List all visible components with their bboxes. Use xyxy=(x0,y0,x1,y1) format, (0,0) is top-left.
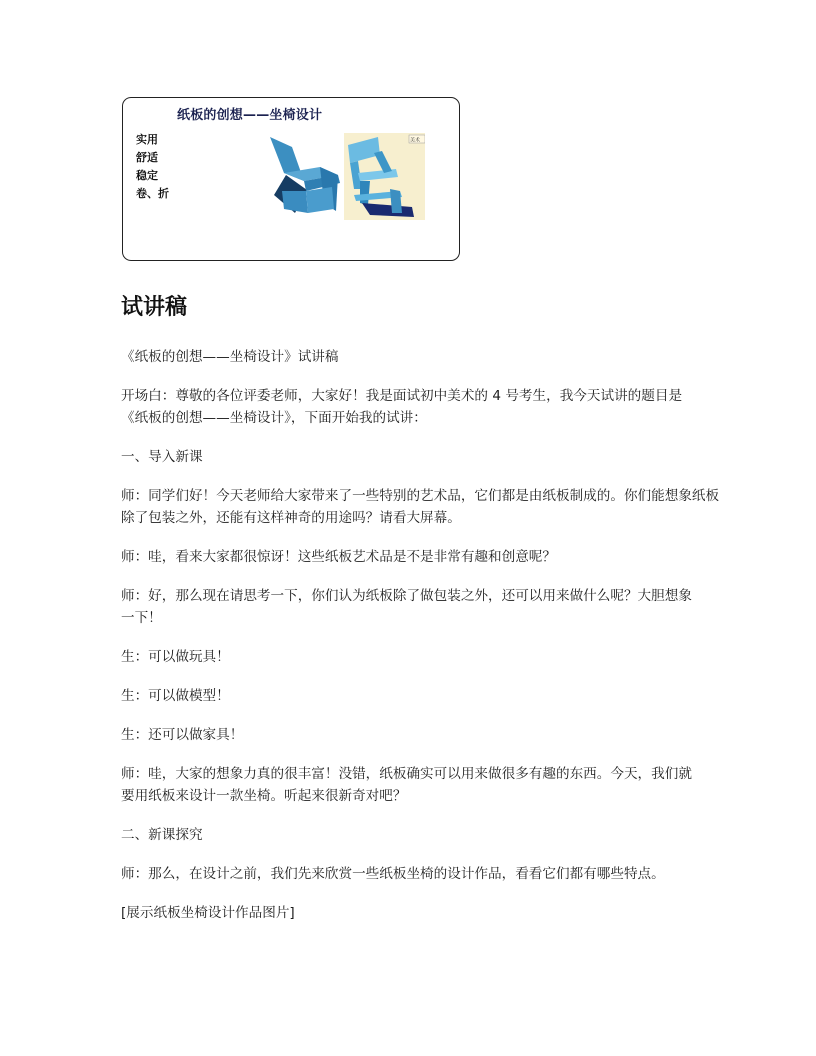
slide-feature-list xyxy=(136,131,169,203)
paragraph: 生：还可以做家具！ xyxy=(121,727,244,743)
slide-feature-item: 稳定 xyxy=(136,169,158,182)
paragraph: 生：可以做玩具！ xyxy=(121,649,230,665)
paragraph: 开场白：尊敬的各位评委老师，大家好！我是面试初中美术的 4 号考生，我今天试讲的题目是《纸板的创想——坐椅设计》，下面开始我的试讲： xyxy=(121,388,683,426)
slide-feature-item: 卷、折 xyxy=(136,187,169,200)
paragraph: 生：可以做模型！ xyxy=(121,688,230,704)
section-heading: 二、新课探究 xyxy=(121,827,203,843)
section-heading: 一、导入新课 xyxy=(121,449,203,465)
paragraph: 师：好，那么现在请思考一下，你们认为纸板除了做包装之外，还可以用来做什么呢？大胆想象一下！ xyxy=(121,588,692,626)
slide-title: 纸板的创想——坐椅设计 xyxy=(177,108,323,123)
paragraph: 师：哇，看来大家都很惊讶！这些纸板艺术品是不是非常有趣和创意呢？ xyxy=(121,549,556,565)
slide-thumbnail xyxy=(122,97,460,261)
cardboard-chairs-image xyxy=(262,133,425,220)
image-badge: 美术 xyxy=(410,137,421,144)
slide-feature-item: 实用 xyxy=(136,133,158,146)
paragraph: 《纸板的创想——坐椅设计》试讲稿 xyxy=(121,349,339,365)
document-title: 试讲稿 xyxy=(121,295,188,320)
paragraph: 师：那么，在设计之前，我们先来欣赏一些纸板坐椅的设计作品，看看它们都有哪些特点。 xyxy=(121,866,665,882)
document-body xyxy=(121,346,721,941)
paragraph: 师：哇，大家的想象力真的很丰富！没错，纸板确实可以用来做很多有趣的东西。今天，我们就要用纸板来设计一款坐椅。听起来很新奇对吧？ xyxy=(121,766,692,804)
paragraph: 师：同学们好！今天老师给大家带来了一些特别的艺术品，它们都是由纸板制成的。你们能想象纸板除了包装之外，还能有这样神奇的用途吗？请看大屏幕。 xyxy=(121,488,720,526)
slide-feature-item: 舒适 xyxy=(136,151,158,164)
paragraph: [展示纸板坐椅设计作品图片] xyxy=(121,905,295,921)
